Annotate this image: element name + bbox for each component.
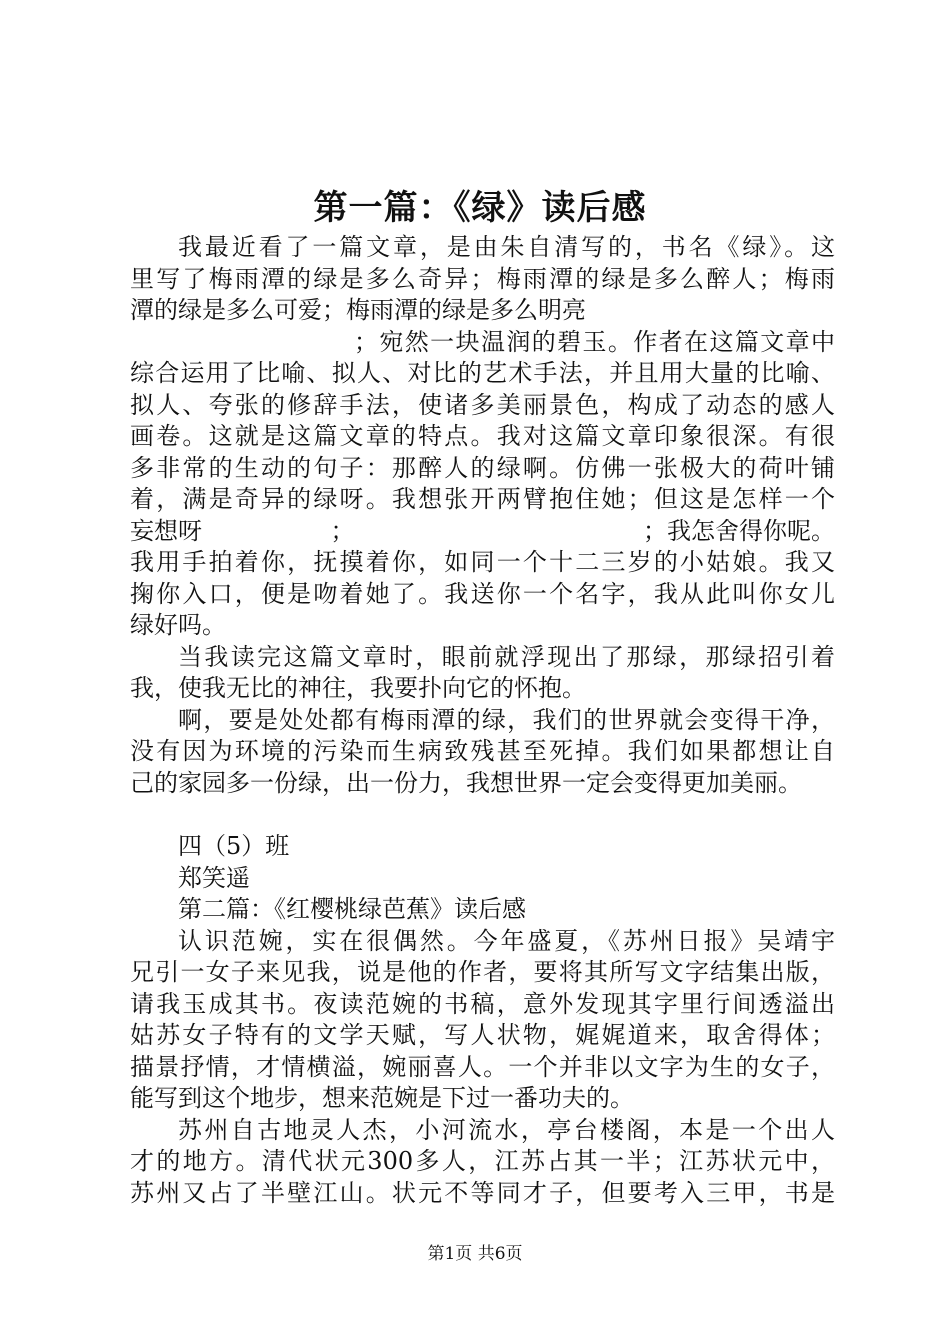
- spacer: [130, 799, 835, 831]
- document-title: 第一篇：《绿》读后感: [313, 188, 647, 228]
- text-line: 绿好吗。: [130, 611, 226, 639]
- class-line: [130, 831, 835, 863]
- text-line: 我，使我无比的神往，我要扑向它的怀抱。: [130, 674, 586, 702]
- text-line: 兄引一女子来见我，说是他的作者，要将其所写文字结集出版，: [130, 958, 835, 986]
- text-line: 多非常的生动的句子：那醉人的绿啊。仿佛一张极大的荷叶铺: [130, 453, 835, 482]
- text-line: 描景抒情，才情横溢，婉丽喜人。一个并非以文字为生的女子，: [130, 1052, 835, 1081]
- author-line: [130, 863, 835, 895]
- section-2-heading: [130, 894, 835, 926]
- text-line: 画卷。这就是这篇文章的特点。我对这篇文章印象很深。有很: [130, 422, 835, 450]
- paragraph-4: [130, 926, 835, 1115]
- paragraph-1: [130, 232, 835, 642]
- text-line: 没有因为环境的污染而生病致残甚至死掉。我们如果都想让自: [130, 737, 835, 765]
- text-line: 我用手拍着你，抚摸着你，如同一个十二三岁的小姑娘。我又: [130, 548, 835, 576]
- text-line: 当我读完这篇文章时，眼前就浮现出了那绿，那绿招引着: [178, 642, 835, 671]
- text-line-split: [130, 516, 835, 548]
- paragraph-3: [130, 705, 835, 800]
- text-line: 苏州又占了半壁江山。状元不等同才子，但要考入三甲，书是: [130, 1178, 835, 1207]
- text-line: 我最近看了一篇文章，是由朱自清写的，书名《绿》。这: [178, 233, 835, 261]
- text-line: 能写到这个地步，想来范婉是下过一番功夫的。: [130, 1084, 634, 1112]
- text-line: 苏州自古地灵人杰，小河流水，亭台楼阁，本是一个出人: [178, 1115, 835, 1144]
- text-line: 拟人、夸张的修辞手法，使诸多美丽景色，构成了动态的感人: [130, 390, 835, 419]
- author-name: 郑笑遥: [178, 863, 250, 892]
- text-fragment: ；我怎舍得你呢。: [643, 516, 835, 545]
- paragraph-2: [130, 642, 835, 705]
- text-line: ；宛然一块温润的碧玉。作者在这篇文章中: [354, 327, 835, 356]
- text-line: 综合运用了比喻、拟人、对比的艺术手法，并且用大量的比喻、: [130, 359, 835, 387]
- text-line: 掬你入口，便是吻着她了。我送你一个名字，我从此叫你女儿: [130, 579, 835, 608]
- text-line: 啊，要是处处都有梅雨潭的绿，我们的世界就会变得干净，: [178, 705, 835, 734]
- text-line: 着，满是奇异的绿呀。我想张开两臂抱住她；但这是怎样一个: [130, 485, 835, 513]
- text-fragment: 妄想呀: [130, 516, 202, 545]
- paragraph-5: [130, 1115, 835, 1210]
- text-line: 己的家园多一份绿，出一份力，我想世界一定会变得更加美丽。: [130, 768, 802, 797]
- text-line: 里写了梅雨潭的绿是多么奇异；梅雨潭的绿是多么醉人；梅雨: [130, 264, 835, 293]
- page-number: 第1页 共6页: [427, 1244, 523, 1264]
- section-2-title: 第二篇：《红樱桃绿芭蕉》读后感: [178, 895, 526, 923]
- text-line: 才的地方。清代状元300多人，江苏占其一半；江苏状元中，: [130, 1147, 835, 1175]
- text-line: 姑苏女子特有的文学天赋，写人状物，娓娓道来，取舍得体；: [130, 1021, 835, 1049]
- document-body: [130, 232, 835, 1209]
- text-line: 请我玉成其书。夜读范婉的书稿，意外发现其字里行间透溢出: [130, 989, 835, 1018]
- text-line: 认识范婉，实在很偶然。今年盛夏，《苏州日报》吴靖宇: [178, 926, 835, 955]
- class-name: 四（5）班: [178, 832, 290, 860]
- text-fragment: ；: [330, 516, 355, 545]
- text-line: 潭的绿是多么可爱；梅雨潭的绿是多么明亮: [130, 296, 586, 324]
